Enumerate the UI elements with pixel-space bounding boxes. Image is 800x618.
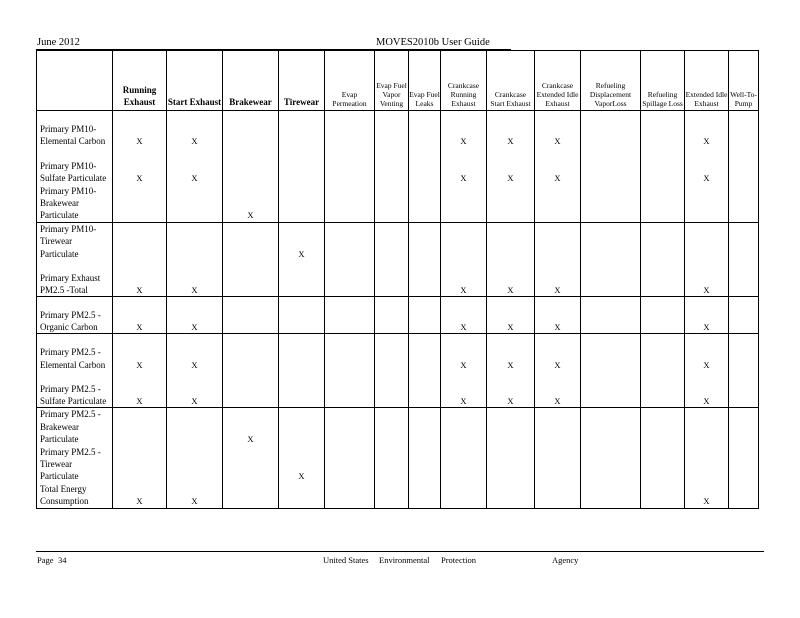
- table-cell: [441, 222, 487, 260]
- table-cell: [113, 222, 167, 260]
- table-cell: X: [223, 408, 279, 446]
- table-cell: [581, 334, 641, 371]
- table-cell: [375, 371, 409, 408]
- row-label: Primary PM2.5 -Elemental Carbon: [37, 334, 113, 371]
- table-cell: [641, 297, 685, 334]
- table-cell: [279, 334, 325, 371]
- table-row: [37, 111, 759, 148]
- column-header-start-exhaust: Start Exhaust: [167, 51, 223, 111]
- table-cell: [375, 334, 409, 371]
- table-cell: [729, 446, 759, 483]
- table-cell: [375, 260, 409, 297]
- header-row: [37, 51, 759, 111]
- table-row: [37, 334, 759, 371]
- row-label: Primary Exhaust PM2.5 -Total: [37, 260, 113, 297]
- table-cell: X: [113, 260, 167, 297]
- column-header-refueling-spillage-loss: Refueling Spillage Loss: [641, 51, 685, 111]
- table-cell: X: [487, 371, 535, 408]
- table-cell: [641, 222, 685, 260]
- table-cell: [729, 334, 759, 371]
- table-cell: X: [535, 297, 581, 334]
- table-cell: [685, 446, 729, 483]
- column-header-running-exhaust: Running Exhaust: [113, 51, 167, 111]
- table-row: [37, 408, 759, 446]
- table-cell: X: [441, 371, 487, 408]
- table-cell: [685, 185, 729, 223]
- table-cell: [409, 222, 441, 260]
- table-cell: X: [487, 297, 535, 334]
- table-row: [37, 222, 759, 260]
- row-label: Primary PM10-Sulfate Particulate: [37, 148, 113, 185]
- row-label: Total Energy Consumption: [37, 483, 113, 508]
- table-cell: [409, 260, 441, 297]
- table-cell: X: [279, 222, 325, 260]
- table-cell: [409, 297, 441, 334]
- column-header-refueling-displacement-vapor-loss: Refueling Displacement VaporLoss: [581, 51, 641, 111]
- column-header-crankcase-start-exhaust: Crankcase Start Exhaust: [487, 51, 535, 111]
- table-cell: [325, 371, 375, 408]
- table-cell: [325, 297, 375, 334]
- table-cell: [685, 222, 729, 260]
- table-cell: [441, 483, 487, 508]
- table-cell: [279, 260, 325, 297]
- table-cell: [535, 483, 581, 508]
- column-header-well-to-pump: Well-To-Pump: [729, 51, 759, 111]
- table-row: [37, 483, 759, 508]
- table-cell: X: [113, 111, 167, 148]
- table-cell: [409, 185, 441, 223]
- table-cell: [325, 148, 375, 185]
- table-cell: [167, 408, 223, 446]
- table-cell: X: [441, 334, 487, 371]
- table-cell: [325, 334, 375, 371]
- column-header-evap-fuel-leaks: Evap Fuel Leaks: [409, 51, 441, 111]
- table-cell: [729, 483, 759, 508]
- table-cell: X: [441, 297, 487, 334]
- table-cell: [113, 408, 167, 446]
- table-cell: [729, 297, 759, 334]
- column-header-crankcase-running-exhaust: Crankcase Running Exhaust: [441, 51, 487, 111]
- table-cell: [581, 483, 641, 508]
- table-cell: [223, 148, 279, 185]
- table-row: [37, 148, 759, 185]
- table-cell: [279, 408, 325, 446]
- table-cell: [487, 222, 535, 260]
- table-cell: [223, 222, 279, 260]
- table-cell: X: [685, 334, 729, 371]
- table-cell: [535, 222, 581, 260]
- table-cell: [279, 185, 325, 223]
- table-cell: X: [487, 111, 535, 148]
- table-cell: [641, 260, 685, 297]
- column-header-crankcase-extended-idle-exhaust: Crankcase Extended Idle Exhaust: [535, 51, 581, 111]
- table-cell: [641, 483, 685, 508]
- column-header-brakewear: Brakewear: [223, 51, 279, 111]
- table-cell: [325, 408, 375, 446]
- table-cell: [325, 185, 375, 223]
- table-cell: X: [441, 148, 487, 185]
- table-cell: [223, 371, 279, 408]
- table-cell: [581, 185, 641, 223]
- table-cell: X: [113, 297, 167, 334]
- table-cell: [581, 148, 641, 185]
- table-cell: [279, 483, 325, 508]
- column-header-extended-idle-exhaust: Extended Idle Exhaust: [685, 51, 729, 111]
- footer-rule: [36, 551, 764, 552]
- table-cell: [375, 408, 409, 446]
- table-cell: [729, 222, 759, 260]
- table-cell: X: [167, 334, 223, 371]
- row-label: Primary PM10-Elemental Carbon: [37, 111, 113, 148]
- table-cell: [375, 222, 409, 260]
- row-label: Primary PM2.5 -Tirewear Particulate: [37, 446, 113, 483]
- table-cell: X: [113, 371, 167, 408]
- table-cell: X: [167, 111, 223, 148]
- footer-page-number: 34: [58, 555, 67, 565]
- table-cell: [535, 408, 581, 446]
- table-cell: [441, 185, 487, 223]
- table-cell: [409, 148, 441, 185]
- table-cell: [409, 408, 441, 446]
- column-header-evap-permeation: Evap Permeation: [325, 51, 375, 111]
- table-cell: [223, 446, 279, 483]
- table-cell: [223, 483, 279, 508]
- table-cell: X: [441, 111, 487, 148]
- table-cell: [729, 148, 759, 185]
- table-cell: [729, 185, 759, 223]
- table-cell: [641, 334, 685, 371]
- table-cell: X: [279, 446, 325, 483]
- table-cell: [641, 185, 685, 223]
- table-cell: [729, 408, 759, 446]
- table-cell: X: [223, 185, 279, 223]
- table-cell: [535, 185, 581, 223]
- table-row: [37, 446, 759, 483]
- table-cell: [581, 408, 641, 446]
- table-cell: [641, 111, 685, 148]
- table-cell: [409, 371, 441, 408]
- table-cell: [581, 222, 641, 260]
- table-cell: [325, 446, 375, 483]
- footer-org-word-1: United States: [323, 555, 369, 565]
- table-cell: [409, 111, 441, 148]
- table-cell: [325, 222, 375, 260]
- table-cell: [325, 111, 375, 148]
- column-header-evap-fuel-vapor-venting: Evap Fuel Vapor Venting: [375, 51, 409, 111]
- table-row: [37, 185, 759, 223]
- table-cell: [685, 408, 729, 446]
- table-cell: [223, 260, 279, 297]
- table-cell: [581, 111, 641, 148]
- table-cell: X: [487, 334, 535, 371]
- table-cell: [223, 297, 279, 334]
- table-cell: X: [685, 483, 729, 508]
- table-cell: [279, 111, 325, 148]
- row-label: Primary PM2.5 -Sulfate Particulate: [37, 371, 113, 408]
- table-cell: [375, 148, 409, 185]
- column-header-blank: [37, 51, 113, 111]
- table-cell: X: [535, 111, 581, 148]
- table-cell: X: [535, 148, 581, 185]
- table-cell: [641, 371, 685, 408]
- table-cell: [729, 371, 759, 408]
- table-cell: [581, 371, 641, 408]
- table-cell: [223, 111, 279, 148]
- table-cell: X: [113, 483, 167, 508]
- table-cell: X: [113, 334, 167, 371]
- table-cell: [729, 260, 759, 297]
- table-cell: [409, 483, 441, 508]
- table-cell: X: [535, 371, 581, 408]
- table-cell: [279, 297, 325, 334]
- table-cell: X: [487, 148, 535, 185]
- table-cell: [375, 297, 409, 334]
- table-cell: X: [685, 148, 729, 185]
- table-cell: X: [113, 148, 167, 185]
- table-cell: [441, 408, 487, 446]
- column-header-tirewear: Tirewear: [279, 51, 325, 111]
- row-label: Primary PM10-Tirewear Particulate: [37, 222, 113, 260]
- table-cell: [375, 446, 409, 483]
- table-cell: [375, 111, 409, 148]
- table-cell: X: [685, 260, 729, 297]
- table-cell: X: [167, 260, 223, 297]
- table-cell: [409, 334, 441, 371]
- table-cell: [535, 446, 581, 483]
- table-cell: [279, 148, 325, 185]
- table-cell: X: [685, 371, 729, 408]
- table-cell: X: [487, 260, 535, 297]
- table-cell: [487, 185, 535, 223]
- table-cell: [441, 446, 487, 483]
- table-cell: [167, 185, 223, 223]
- table-cell: [581, 297, 641, 334]
- table-cell: [113, 185, 167, 223]
- table-cell: X: [167, 148, 223, 185]
- table-cell: [113, 446, 167, 483]
- footer-org-word-3: Protection: [441, 555, 476, 565]
- header-date: June 2012: [37, 37, 80, 48]
- table-cell: X: [685, 297, 729, 334]
- table-cell: [641, 148, 685, 185]
- table-cell: [581, 260, 641, 297]
- table-cell: X: [167, 371, 223, 408]
- table-cell: [409, 446, 441, 483]
- footer-page-label: Page: [37, 555, 54, 565]
- table-cell: [487, 408, 535, 446]
- table-cell: [375, 483, 409, 508]
- pollutant-process-table: [36, 50, 759, 509]
- table-cell: [487, 483, 535, 508]
- table-cell: X: [535, 260, 581, 297]
- row-label: Primary PM2.5 -Organic Carbon: [37, 297, 113, 334]
- table-cell: [581, 446, 641, 483]
- table-cell: X: [167, 297, 223, 334]
- row-label: Primary PM10-Brakewear Particulate: [37, 185, 113, 223]
- table-cell: [167, 446, 223, 483]
- header-title: MOVES2010b User Guide: [376, 37, 490, 48]
- table-cell: [167, 222, 223, 260]
- table-cell: X: [167, 483, 223, 508]
- table-row: [37, 371, 759, 408]
- table-cell: [487, 446, 535, 483]
- row-label: Primary PM2.5 -Brakewear Particulate: [37, 408, 113, 446]
- footer-org-word-2: Environmental: [379, 555, 430, 565]
- table-cell: [375, 185, 409, 223]
- table-cell: [279, 371, 325, 408]
- table-cell: [641, 446, 685, 483]
- table-cell: [325, 260, 375, 297]
- table-row: [37, 297, 759, 334]
- table-cell: X: [535, 334, 581, 371]
- table-cell: [641, 408, 685, 446]
- table-cell: [325, 483, 375, 508]
- footer-org-word-4: Agency: [552, 555, 579, 565]
- table-cell: X: [685, 111, 729, 148]
- table-cell: X: [441, 260, 487, 297]
- table-body: [37, 111, 759, 509]
- table-cell: [729, 111, 759, 148]
- table-cell: [223, 334, 279, 371]
- table-row: [37, 260, 759, 297]
